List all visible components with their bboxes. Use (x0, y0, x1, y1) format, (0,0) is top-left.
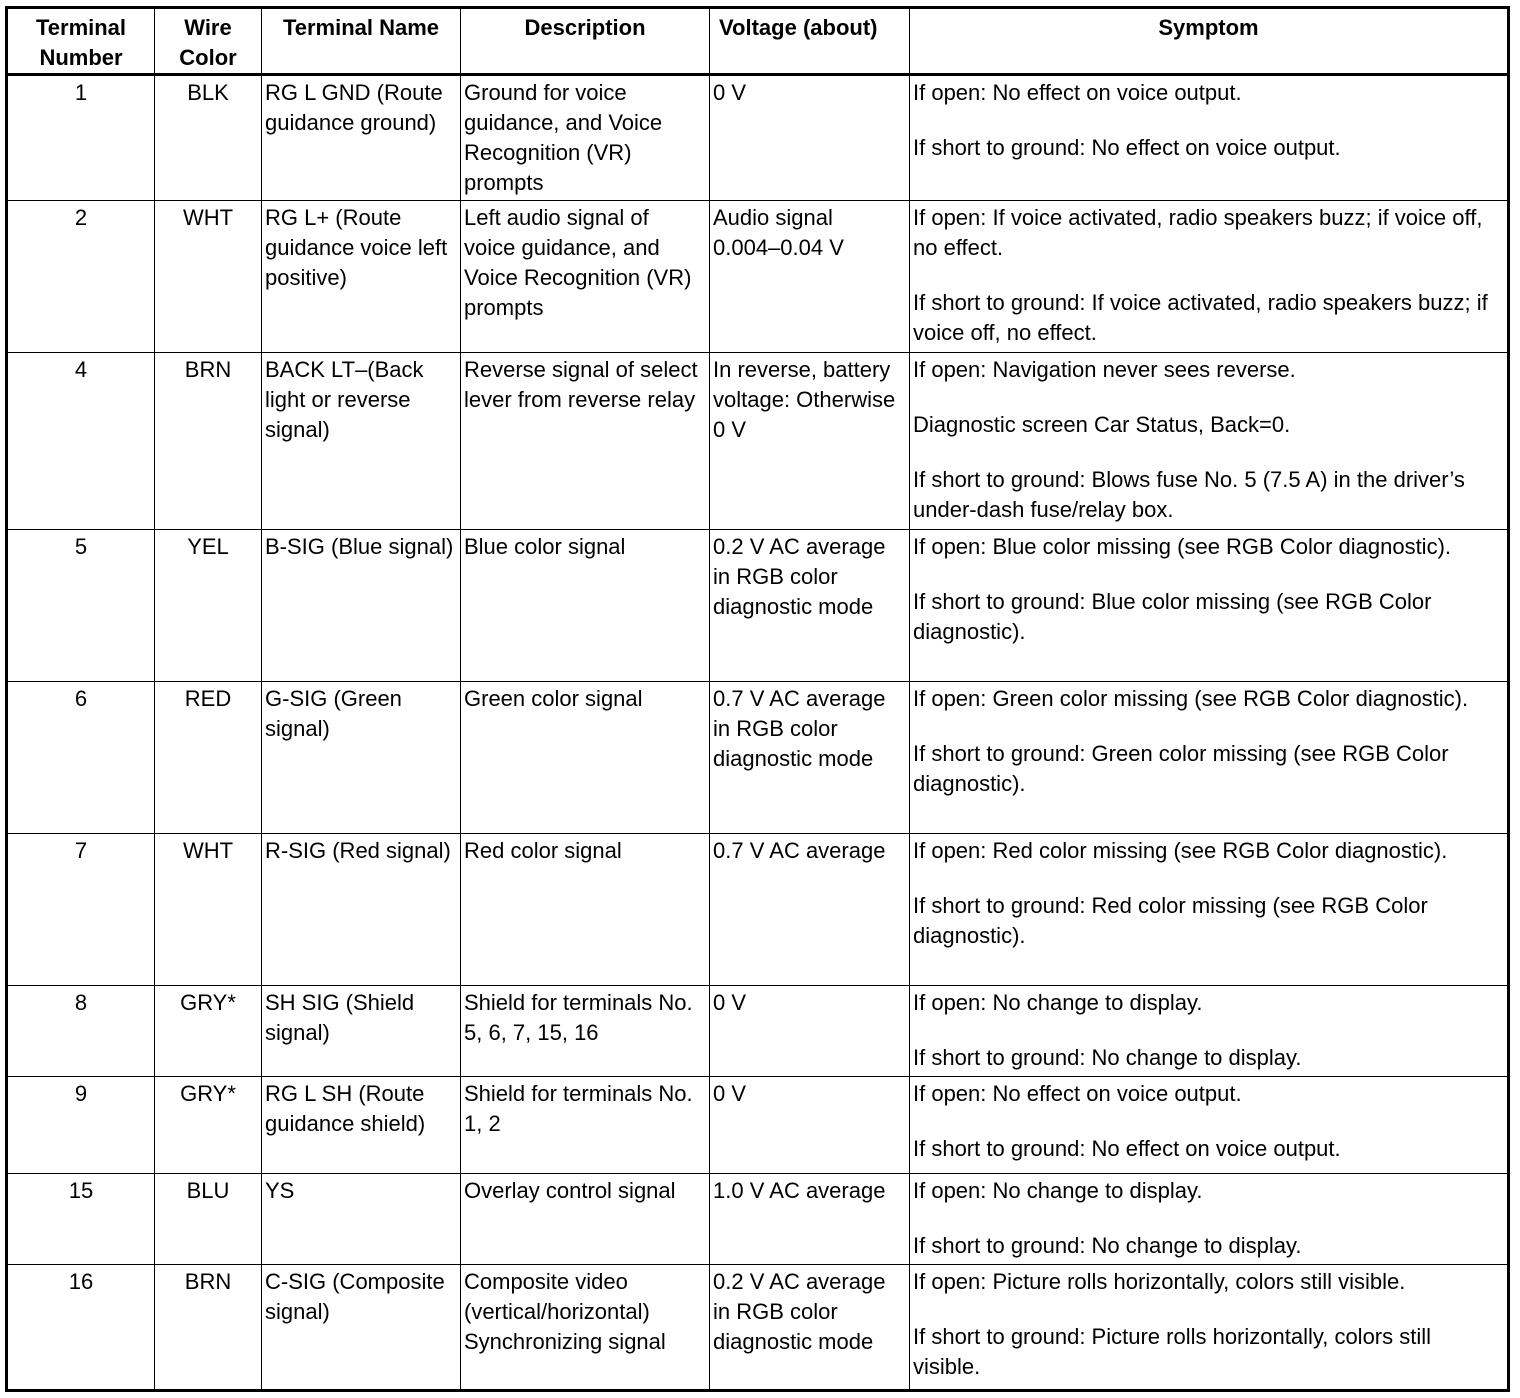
wire-color-cell: YEL (155, 530, 262, 682)
terminal-number-cell: 9 (7, 1077, 155, 1174)
terminal-number-cell: 1 (7, 75, 155, 201)
table-row (7, 682, 1509, 834)
voltage-cell: 0.7 V AC average in RGB color diagnostic mode (710, 682, 910, 834)
terminal-name-cell: YS (262, 1174, 461, 1265)
description-cell: Blue color signal (461, 530, 710, 682)
wire-color-cell: BLK (155, 75, 262, 201)
header-symptom: Symptom (910, 8, 1509, 75)
symptom-text: If open: No effect on voice output. (913, 1081, 1242, 1106)
table-row (7, 201, 1509, 353)
terminal-number-cell: 6 (7, 682, 155, 834)
symptom-text: If short to ground: If voice activated, radio speakers buzz; if voice off, no effect. (913, 290, 1488, 345)
terminal-name-cell: RG L SH (Route guidance shield) (262, 1077, 461, 1174)
terminal-number-cell: 8 (7, 986, 155, 1077)
symptom-text: If short to ground: No change to display. (913, 1233, 1302, 1258)
terminal-name-cell: RG L+ (Route guidance voice left positive) (262, 201, 461, 353)
terminal-number-cell: 2 (7, 201, 155, 353)
table-row (7, 75, 1509, 201)
description-cell: Green color signal (461, 682, 710, 834)
terminal-table (5, 6, 1510, 1392)
voltage-cell: 0.2 V AC average in RGB color diagnostic mode (710, 530, 910, 682)
header-voltage: Voltage (about) (710, 8, 910, 75)
header-row (7, 8, 1509, 75)
terminal-number-cell: 7 (7, 834, 155, 986)
symptom-cell (910, 201, 1509, 353)
symptom-text: If short to ground: No effect on voice output. (913, 1136, 1341, 1161)
table-row (7, 530, 1509, 682)
symptom-text: If open: Red color missing (see RGB Color diagnostic). (913, 838, 1448, 863)
symptom-text: If short to ground: Picture rolls horizontally, colors still visible. (913, 1324, 1432, 1379)
symptom-text: If open: No change to display. (913, 990, 1203, 1015)
symptom-text: If short to ground: Green color missing (see RGB Color diagnostic). (913, 741, 1449, 796)
wire-color-cell: GRY* (155, 1077, 262, 1174)
symptom-text: Diagnostic screen Car Status, Back=0. (913, 412, 1291, 437)
description-cell: Ground for voice guidance, and Voice Recognition (VR) prompts (461, 75, 710, 201)
table-row (7, 1265, 1509, 1391)
voltage-cell: In reverse, battery voltage: Otherwise 0 V (710, 353, 910, 530)
table-row (7, 986, 1509, 1077)
symptom-text: If open: No change to display. (913, 1178, 1203, 1203)
symptom-text: If short to ground: Blows fuse No. 5 (7.5 A) in the driver’s under-dash fuse/relay box. (913, 467, 1465, 522)
voltage-cell: 0 V (710, 986, 910, 1077)
description-cell: Reverse signal of select lever from reverse relay (461, 353, 710, 530)
terminal-name-cell: G-SIG (Green signal) (262, 682, 461, 834)
voltage-cell: 0.7 V AC average (710, 834, 910, 986)
symptom-text: If open: Blue color missing (see RGB Color diagnostic). (913, 534, 1452, 559)
header-wire-color: Wire Color (155, 8, 262, 75)
symptom-text: If open: Navigation never sees reverse. (913, 357, 1296, 382)
wire-color-cell: GRY* (155, 986, 262, 1077)
symptom-text: If open: If voice activated, radio speakers buzz; if voice off, no effect. (913, 205, 1483, 260)
terminal-name-cell: SH SIG (Shield signal) (262, 986, 461, 1077)
description-cell: Overlay control signal (461, 1174, 710, 1265)
wire-color-cell: WHT (155, 201, 262, 353)
table-row (7, 834, 1509, 986)
symptom-cell (910, 834, 1509, 986)
symptom-text: If open: Green color missing (see RGB Color diagnostic). (913, 686, 1469, 711)
voltage-cell: 0 V (710, 1077, 910, 1174)
terminal-number-cell: 15 (7, 1174, 155, 1265)
symptom-text: If short to ground: Red color missing (see RGB Color diagnostic). (913, 893, 1428, 948)
terminal-number-cell: 4 (7, 353, 155, 530)
symptom-cell (910, 1077, 1509, 1174)
table-row (7, 353, 1509, 530)
wire-color-cell: BRN (155, 1265, 262, 1391)
description-cell: Shield for terminals No. 1, 2 (461, 1077, 710, 1174)
symptom-text: If short to ground: No change to display. (913, 1045, 1302, 1070)
terminal-name-cell: BACK LT–(Back light or reverse signal) (262, 353, 461, 530)
header-description: Description (461, 8, 710, 75)
description-cell: Red color signal (461, 834, 710, 986)
header-terminal-name: Terminal Name (262, 8, 461, 75)
voltage-cell: 1.0 V AC average (710, 1174, 910, 1265)
description-cell: Left audio signal of voice guidance, and Voice Recognition (VR) prompts (461, 201, 710, 353)
terminal-number-cell: 5 (7, 530, 155, 682)
description-cell: Composite video (vertical/horizontal) Synchronizing signal (461, 1265, 710, 1391)
terminal-name-cell: C-SIG (Composite signal) (262, 1265, 461, 1391)
voltage-cell: Audio signal 0.004–0.04 V (710, 201, 910, 353)
terminal-name-cell: R-SIG (Red signal) (262, 834, 461, 986)
symptom-text: If open: No effect on voice output. (913, 80, 1242, 105)
symptom-cell (910, 986, 1509, 1077)
wire-color-cell: RED (155, 682, 262, 834)
header-terminal-number: Terminal Number (7, 8, 155, 75)
symptom-text: If open: Picture rolls horizontally, colors still visible. (913, 1269, 1406, 1294)
symptom-text: If short to ground: Blue color missing (see RGB Color diagnostic). (913, 589, 1432, 644)
terminal-number-cell: 16 (7, 1265, 155, 1391)
voltage-cell: 0.2 V AC average in RGB color diagnostic mode (710, 1265, 910, 1391)
table-body (7, 75, 1509, 1391)
table-row (7, 1174, 1509, 1265)
symptom-cell (910, 530, 1509, 682)
voltage-cell: 0 V (710, 75, 910, 201)
terminal-name-cell: RG L GND (Route guidance ground) (262, 75, 461, 201)
symptom-cell (910, 682, 1509, 834)
description-cell: Shield for terminals No. 5, 6, 7, 15, 16 (461, 986, 710, 1077)
terminal-name-cell: B-SIG (Blue signal) (262, 530, 461, 682)
wire-color-cell: BLU (155, 1174, 262, 1265)
symptom-cell (910, 1265, 1509, 1391)
symptom-cell (910, 353, 1509, 530)
symptom-cell (910, 1174, 1509, 1265)
symptom-cell (910, 75, 1509, 201)
symptom-text: If short to ground: No effect on voice output. (913, 135, 1341, 160)
table-row (7, 1077, 1509, 1174)
wire-color-cell: WHT (155, 834, 262, 986)
wire-color-cell: BRN (155, 353, 262, 530)
